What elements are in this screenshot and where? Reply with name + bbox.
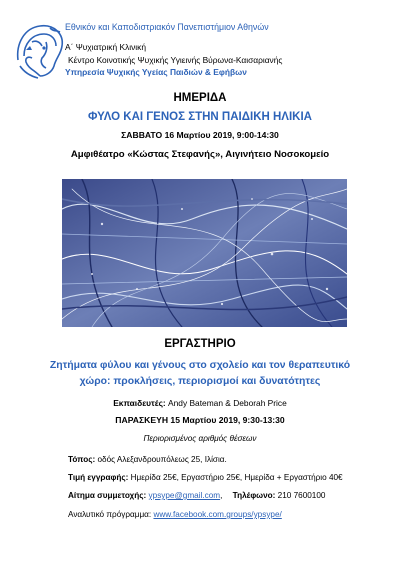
symposium-label: ΗΜΕΡΙΔΑ xyxy=(173,92,227,104)
fee-line xyxy=(68,473,343,482)
place-value: οδός Αλεξανδρουπόλεως 25, Ιλίσια. xyxy=(97,455,227,464)
place-line xyxy=(68,455,227,464)
workshop-title: Ζητήματα φύλου και γένους στο σχολείο και τον θεραπευτικό χώρο: προκλήσεις, περιορισμοί και δυνατότητες xyxy=(49,360,351,387)
symposium-title: ΦΥΛΟ ΚΑΙ ΓΕΝΟΣ ΣΤΗΝ ΠΑΙΔΙΚΗ ΗΛΙΚΙΑ xyxy=(88,111,312,123)
limited-seats-note: Περιορισμένος αριθμός θέσεων xyxy=(143,434,257,443)
workshop-label: ΕΡΓΑΣΤΗΡΙΟ xyxy=(164,338,236,350)
phone-value: 210 7600100 xyxy=(277,491,326,500)
request-label: Αίτημα συμμετοχής: xyxy=(68,491,147,500)
program-link[interactable]: www.facebook.com.groups/ypsype/ xyxy=(153,510,282,519)
fee-label: Τιμή εγγραφής: xyxy=(68,473,129,482)
place-label: Τόπος: xyxy=(68,455,96,464)
instructors-names: Andy Bateman & Deborah Price xyxy=(168,398,287,408)
email-link[interactable]: ypsype@gmail.com xyxy=(148,491,221,500)
symposium-venue: Αμφιθέατρο «Κώστας Στεφανής», Αιγινήτειο Νοσοκομείο xyxy=(70,149,330,160)
fee-value: Ημερίδα 25€, Εργαστήριο 25€, Ημερίδα + Εργαστήριο 40€ xyxy=(130,473,343,482)
program-line xyxy=(68,510,282,519)
university-logo xyxy=(10,20,70,82)
service-name: Υπηρεσία Ψυχικής Υγείας Παιδιών & Εφήβων xyxy=(65,67,247,77)
symposium-date: ΣΑΒΒΑΤΟ 16 Μαρτίου 2019, 9:00-14:30 xyxy=(121,130,279,140)
workshop-date: ΠΑΡΑΣΚΕΥΗ 15 Μαρτίου 2019, 9:30-13:30 xyxy=(115,415,285,425)
phone-label: Τηλέφωνο: xyxy=(232,491,276,500)
clinic-name: Α΄ Ψυχιατρική Κλινική xyxy=(65,42,147,52)
workshop-instructors xyxy=(0,398,400,408)
request-line: Αίτημα συμμετοχής: ypsype@gmail.com, Τηλέφωνο: 210 7600100 xyxy=(68,491,326,500)
instructors-label: Εκπαιδευτές: xyxy=(113,398,166,408)
university-name: Εθνικόν και Καποδιστριακόν Πανεπιστήμιον Αθηνών xyxy=(65,22,269,32)
abstract-painting xyxy=(62,179,347,327)
program-label: Αναλυτικό πρόγραμμα: xyxy=(68,510,152,519)
center-name: Κέντρο Κοινοτικής Ψυχικής Υγιεινής Βύρωνα-Καισαριανής xyxy=(68,55,283,65)
